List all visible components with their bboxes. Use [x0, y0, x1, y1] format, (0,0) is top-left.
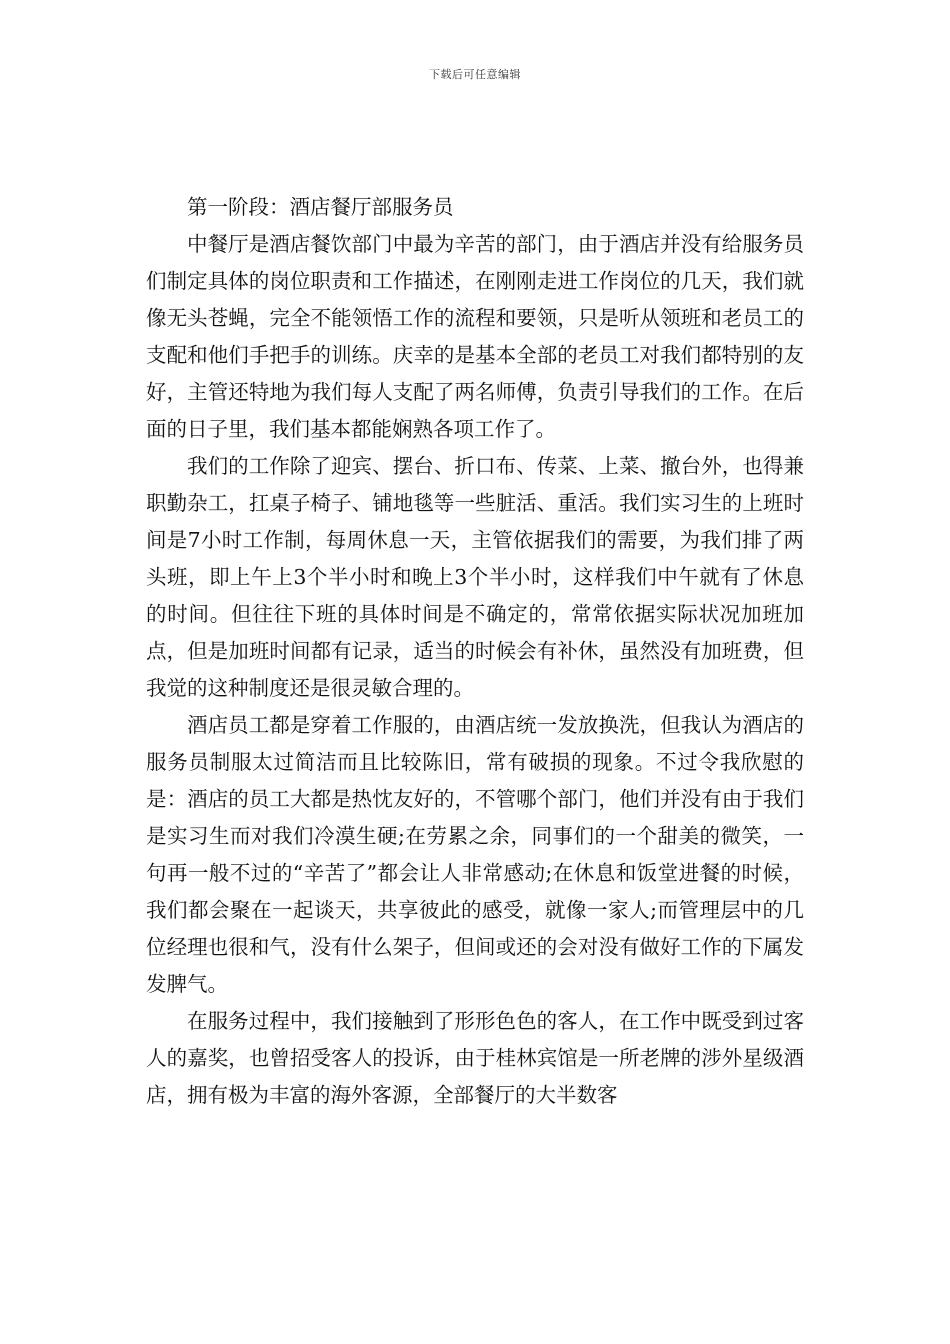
section-heading: 第一阶段：酒店餐厅部服务员	[187, 195, 454, 219]
document-body	[146, 189, 804, 1114]
paragraph-1: 中餐厅是酒店餐饮部门中最为辛苦的部门，由于酒店并没有给服务员们制定具体的岗位职责和工作描述，在刚刚走进工作岗位的几天，我们就像无头苍蝇，完全不能领悟工作的流程和要领，只是听从领班和老员工的支配和他们手把手的训练。庆幸的是基本全部的老员工对我们都特别的友好，主管还特地为我们每人支配了两名师傅，负责引导我们的工作。在后面的日子里，我们基本都能娴熟各项工作了。	[146, 232, 804, 441]
header-note: 下载后可任意编辑	[429, 68, 521, 81]
paragraph-4: 在服务过程中，我们接触到了形形色色的客人，在工作中既受到过客人的嘉奖，也曾招受客人的投诉，由于桂林宾馆是一所老牌的涉外星级酒店，拥有极为丰富的海外客源，全部餐厅的大半数客	[146, 1009, 804, 1107]
paragraph-2: 我们的工作除了迎宾、摆台、折口布、传菜、上菜、撤台外，也得兼职勤杂工，扛桌子椅子、铺地毯等一些脏活、重活。我们实习生的上班时间是7小时工作制，每周休息一天，主管依据我们的需要，为我们排了两头班，即上午上3个半小时和晚上3个半小时，这样我们中午就有了休息的时间。但往往下班的具体时间是不确定的，常常依据实际状况加班加点，但是加班时间都有记录，适当的时候会有补休，虽然没有加班费，但我觉的这种制度还是很灵敏合理的。	[146, 454, 804, 700]
paragraph-3: 酒店员工都是穿着工作服的，由酒店统一发放换洗，但我认为酒店的服务员制服太过简洁而且比较陈旧，常有破损的现象。不过令我欣慰的是：酒店的员工大都是热忱友好的，不管哪个部门，他们并没有由于我们是实习生而对我们冷漠生硬;在劳累之余，同事们的一个甜美的微笑，一句再一般不过的“辛苦了”都会让人非常感动;在休息和饭堂进餐的时候，我们都会聚在一起谈天，共享彼此的感受，就像一家人;而管理层中的几位经理也很和气，没有什么架子，但间或还的会对没有做好工作的下属发发脾气。	[146, 713, 804, 996]
